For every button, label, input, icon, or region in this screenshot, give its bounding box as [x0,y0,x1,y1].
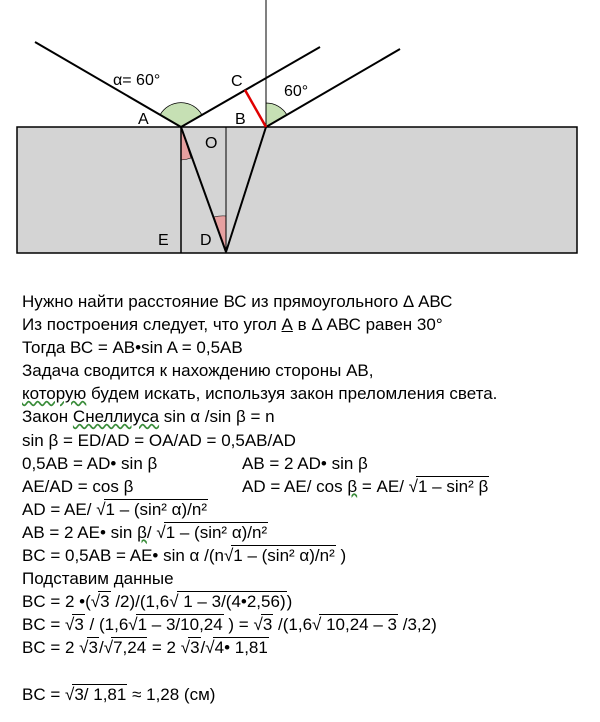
text: AD = AE/ [22,499,97,519]
text: AB = 2 AE• sin [22,522,138,542]
label-d: D [200,232,212,249]
text: 3 [100,592,110,612]
sqrt-sign-icon: √ [223,546,234,566]
reflection-angle-arc [266,103,287,127]
text: Снеллиуса [72,407,160,427]
text: будем искать, используя закон преломления света. [86,384,498,404]
label-alpha: α= 60° [113,72,161,89]
solution-line-12 [22,544,597,567]
solution-line-1 [22,290,597,313]
text: AD = AE/ cos [242,476,348,496]
sqrt-sign-icon: √ [312,615,322,635]
text: 0,5AB = AD• sin β [22,453,158,473]
sqrt-sign-icon: √ [96,499,106,519]
sqrt-sign-icon: √ [169,592,179,612]
text: 1 – sin² β [417,476,489,496]
text: 4• 1,81 [214,638,268,658]
solution-line-10 [22,498,597,521]
solution-line-6 [22,405,597,428]
solution-line-3 [22,336,597,359]
sqrt-sign-icon: √ [128,615,138,635]
label-a: A [138,111,149,128]
text: AB = 2 AD• sin β [242,453,368,473]
sqrt-sign-icon: √ [180,638,191,658]
text: 7,24 [113,638,147,658]
solution-line-5 [22,382,597,405]
text: 1 – (sin² α)/n² [233,546,335,566]
text: /3,2) [398,615,437,635]
text: BC = [22,684,65,704]
solution-line-2 [22,313,597,336]
text: 3/ 1,81 [74,684,127,704]
blank-line [22,660,597,683]
text: Тогда ВС = АВ•sin A = 0,5AB [22,338,243,358]
text: 1 – (sin² α)/n² [165,522,268,542]
text: 3 [74,615,84,635]
text: = 2 [147,638,181,658]
text: Из построения следует, что угол [22,315,282,335]
text: ) [335,546,347,566]
text: ) = [223,615,254,635]
text: 3 [88,638,98,658]
text: / [146,522,157,542]
text: 1 – 3/10,24 [137,615,223,635]
label-b: B [235,111,246,128]
label-e: E [158,232,169,249]
text: BC = 0,5AB = AE• sin α /(n [22,546,224,566]
sqrt-sign-icon: √ [90,592,101,612]
sqrt-sign-icon: √ [103,638,114,658]
text: / (1,6 [84,615,129,635]
solution-line-17 [22,683,597,706]
solution-text [22,290,597,706]
sqrt-sign-icon: √ [205,638,215,658]
text: 3 [190,638,200,658]
text: в Δ АВС равен 30° [292,315,443,335]
sqrt-sign-icon: √ [79,638,89,658]
text: /2)/(1,6 [110,592,170,612]
sqrt-sign-icon: √ [408,476,418,496]
sqrt-sign-icon: √ [253,615,263,635]
text: 3 [262,615,273,635]
solution-line-11 [22,521,597,544]
text: β [137,522,147,542]
text: 10,24 – 3 [321,615,397,635]
text: β [347,476,358,496]
text: BC = 2 [22,638,80,658]
glass-block [17,127,577,253]
solution-line-9 [22,475,597,498]
text: Подставим данные [22,569,174,589]
text: Задача сводится к нахождению стороны АВ, [22,361,374,381]
text: 1 – (sin² α)/n² [105,499,207,519]
solution-line-15 [22,613,597,636]
label-c: C [231,73,243,90]
text: AE/AD = cos β [22,476,134,496]
solution-line-7 [22,429,597,452]
text: ≈ 1,28 (см) [127,684,216,704]
solution-line-13 [22,567,597,590]
text: ) [286,592,293,612]
text: А [281,315,293,335]
sqrt-sign-icon: √ [65,684,75,704]
text: /(1,6 [273,615,313,635]
text: BC = 2 •( [22,592,91,612]
text: / [200,638,206,658]
text: Нужно найти расстояние ВС из прямоугольного Δ АВС [22,292,453,311]
text: sin α /sin β = n [159,407,275,427]
text: = AE/ [357,476,409,496]
sqrt-sign-icon: √ [65,615,75,635]
text: / [98,638,104,658]
text: Закон [22,407,73,427]
perpendicular-bc [245,90,266,127]
text: sin β = ED/AD = OA/AD = 0,5AB/AD [22,430,296,450]
sqrt-sign-icon: √ [156,522,166,542]
incidence-angle-arc [160,103,202,127]
refraction-diagram [0,0,600,290]
text: которую [22,384,87,404]
label-o: O [205,135,218,152]
text: BC = [22,615,65,635]
solution-line-16 [22,636,597,659]
label-angle-right: 60° [284,83,309,100]
solution-line-4 [22,359,597,382]
solution-line-14 [22,590,597,613]
solution-line-8 [22,452,597,475]
text: 1 – 3/(4•2,56) [178,592,286,612]
